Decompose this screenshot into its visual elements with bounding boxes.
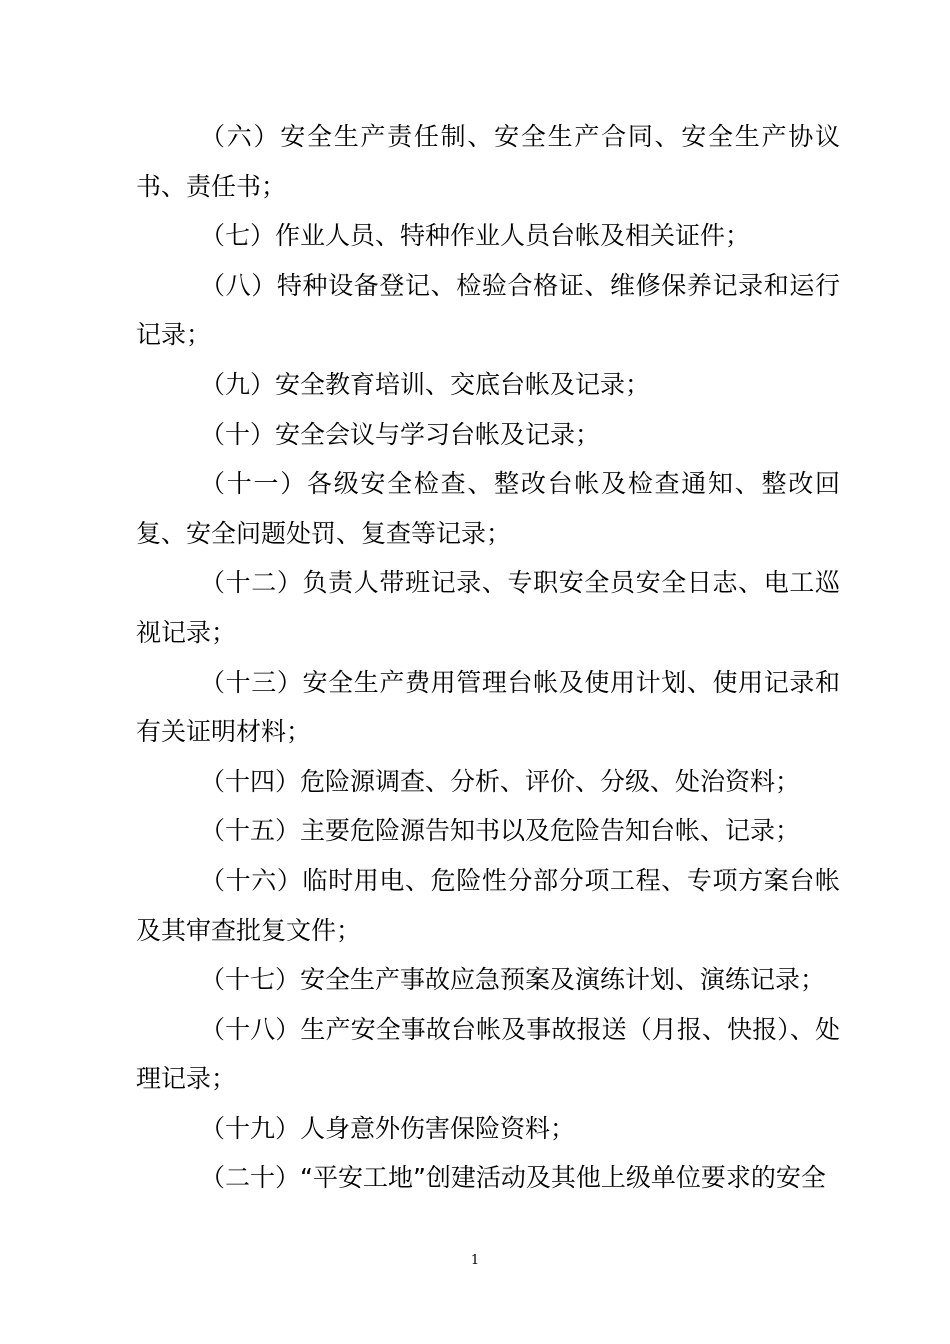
paragraph-item-13: （十三）安全生产费用管理台帐及使用计划、使用记录和有关证明材料；: [136, 667, 840, 747]
paragraph-item-8: （八）特种设备登记、检验合格证、维修保养记录和运行记录；: [136, 270, 840, 350]
paragraph-item-9: （九）安全教育培训、交底台帐及记录；: [200, 369, 651, 399]
paragraph-item-12: （十二）负责人带班记录、专职安全员安全日志、电工巡视记录；: [136, 568, 840, 647]
document-body: [136, 112, 840, 1203]
paragraph-item-19: （十九）人身意外伤害保险资料；: [200, 1113, 576, 1143]
paragraph-item-14: （十四）危险源调查、分析、评价、分级、处治资料；: [200, 766, 801, 796]
paragraph-item-15: （十五）主要危险源告知书以及危险告知台帐、记录；: [200, 816, 801, 846]
paragraph-item-18: （十八）生产安全事故台帐及事故报送（月报、快报）、处理记录；: [136, 1014, 840, 1094]
paragraph-item-17: （十七）安全生产事故应急预案及演练计划、演练记录；: [200, 965, 826, 995]
paragraph-item-16: （十六）临时用电、危险性分部分项工程、专项方案台帐及其审查批复文件；: [136, 865, 840, 945]
page-number: 1: [470, 1253, 480, 1268]
paragraph-item-6: （六）安全生产责任制、安全生产合同、安全生产协议书、责任书；: [136, 122, 840, 201]
paragraph-item-20: （二十）“平安工地”创建活动及其他上级单位要求的安全: [200, 1163, 826, 1193]
paragraph-item-10: （十）安全会议与学习台帐及记录；: [200, 419, 601, 449]
paragraph-item-7: （七）作业人员、特种作业人员台帐及相关证件；: [200, 221, 751, 251]
paragraph-item-11: （十一）各级安全检查、整改台帐及检查通知、整改回复、安全问题处罚、复查等记录；: [136, 469, 840, 548]
